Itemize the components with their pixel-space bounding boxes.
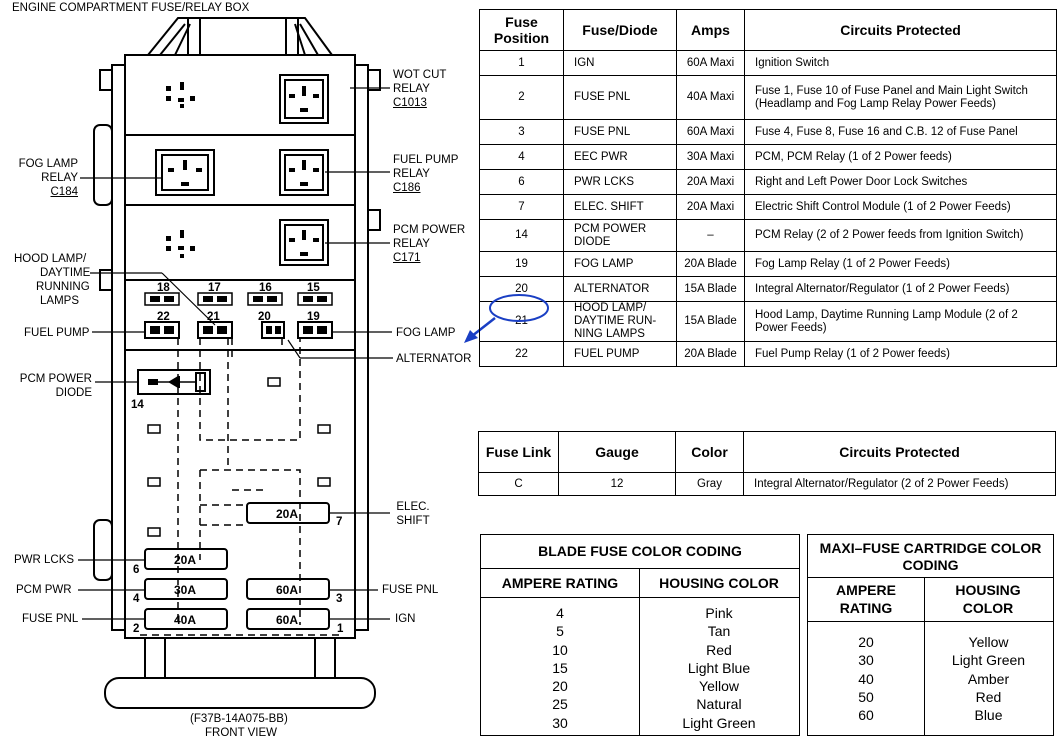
fuse-pnl-left-label: FUSE PNL [22,613,79,625]
fuse-position-cell: 3 [480,120,564,145]
list-item: Yellow [968,634,1009,650]
fuse-position-cell: 21 [480,302,564,342]
circuits-cell: Fuse 1, Fuse 10 of Fuse Panel and Main Light Switch (Headlamp and Fog Lamp Relay Power Feeds) [745,76,1057,120]
blade-title: BLADE FUSE COLOR CODING [538,543,742,559]
pcm-power-relay-label: PCM POWER RELAY C171 [393,224,466,264]
alternator-label: ALTERNATOR [396,353,472,365]
circuits-cell: Fuel Pump Relay (1 of 2 Power feeds) [745,342,1057,367]
wot-cut-relay-label: WOT CUT RELAY C1013 [393,69,447,109]
circuits-cell: Integral Alternator/Regulator (1 of 2 Power Feeds) [745,277,1057,302]
fuel-pump-label: FUEL PUMP [24,327,90,339]
fuse-number-16: 16 [259,282,272,294]
list-item: Red [706,641,732,658]
list-item: 30 [552,714,568,731]
fuse-number-21: 21 [207,311,220,323]
diagram-title: ENGINE COMPARTMENT FUSE/RELAY BOX [12,2,250,14]
fuse-number-18: 18 [157,282,170,294]
table-row [480,120,1057,145]
elec-shift-label: ELEC. SHIFT [396,501,430,527]
fuse-number-7: 7 [336,516,343,528]
fuse-position-cell: 20 [480,277,564,302]
list-item: Light Green [682,714,756,731]
table-row [480,220,1057,252]
amps-cell: 60A Maxi [677,51,745,76]
table-row [480,145,1057,170]
pcm-power-diode-label: PCM POWER DIODE [19,373,92,399]
blade-ratings-list [481,604,639,732]
list-item: 4 [556,605,564,621]
list-item: Pink [705,605,733,621]
maxi-col-ampere: AMPERE RATING [836,582,896,616]
fuse-number-15: 15 [307,282,320,294]
maxi-amp-fuse-pnl-left: 40A [174,613,197,627]
pwr-lcks-label: PWR LCKS [14,554,75,566]
fuse-diode-cell: FUSE PNL [564,120,677,145]
fuse-position-cell: 1 [480,51,564,76]
amps-cell: – [677,220,745,252]
list-item: 60 [858,707,874,724]
amps-cell: 20A Maxi [677,170,745,195]
circuits-cell: Electric Shift Control Module (1 of 2 Power Feeds) [745,195,1057,220]
maxi-amp-ign: 60A [276,613,299,627]
list-item: 20 [858,634,874,650]
footer-code: (F37B-14A075-BB) [190,713,288,725]
list-item: 50 [858,688,874,705]
header-gauge: Gauge [559,432,676,473]
fuse-diode-cell: PCM POWER DIODE [564,220,677,252]
list-item: 40 [858,670,874,687]
fuse-number-14: 14 [131,399,144,411]
fuse-number-6: 6 [133,564,140,576]
table-row [480,252,1057,277]
maxi-col-housing: HOUSING COLOR [955,582,1021,616]
list-item: 20 [552,678,568,695]
fuse-position-cell: 22 [480,342,564,367]
maxi-amp-pwr-lcks: 20A [174,553,197,567]
circuits-cell: PCM Relay (2 of 2 Power feeds from Ignition Switch) [745,220,1057,252]
header-amps: Amps [677,10,745,51]
fuse-position-cell: 14 [480,220,564,252]
maxi-amp-fuse-pnl-right: 60A [276,583,299,597]
circuits-cell: Right and Left Power Door Lock Switches [745,170,1057,195]
hood-lamp-label: HOOD LAMP/ DAYTIME RUNNING LAMPS [14,253,91,307]
list-item: Yellow [699,678,739,695]
fuse-number-20: 20 [258,311,271,323]
header-circuits-protected: Circuits Protected [745,10,1057,51]
list-item: 30 [858,652,874,669]
fuse-diode-cell: HOOD LAMP/ DAYTIME RUN-NING LAMPS [564,302,677,342]
fuse-number-2: 2 [133,623,140,635]
maxi-amp-pcm-pwr: 30A [174,583,197,597]
circuits-cell: Fuse 4, Fuse 8, Fuse 16 and C.B. 12 of Fuse Panel [745,120,1057,145]
header-fuse-position: Fuse Position [480,10,564,51]
fuse-link-cell: C [479,473,559,496]
fuse-diode-cell: FOG LAMP [564,252,677,277]
fuse-number-17: 17 [208,282,221,294]
circuits-cell: Fog Lamp Relay (1 of 2 Power Feeds) [745,252,1057,277]
footer-view: FRONT VIEW [205,727,277,739]
table-row [479,473,1056,496]
color-cell: Gray [676,473,744,496]
maxi-title: MAXI–FUSE CARTRIDGE COLOR CODING [819,540,1042,573]
maxi-fuse-color-coding [807,534,1054,736]
blade-col-ampere: AMPERE RATING [501,575,619,591]
header-link-circuits: Circuits Protected [744,432,1056,473]
fuse-diode-cell: FUEL PUMP [564,342,677,367]
table-row [480,302,1057,342]
amps-cell: 30A Maxi [677,145,745,170]
header-color: Color [676,432,744,473]
header-fuse-diode: Fuse/Diode [564,10,677,51]
amps-cell: 15A Blade [677,302,745,342]
fuse-diode-cell: ALTERNATOR [564,277,677,302]
fuse-diode-cell: PWR LCKS [564,170,677,195]
fuse-number-3: 3 [336,593,343,605]
fuse-position-cell: 7 [480,195,564,220]
fuse-number-19: 19 [307,311,320,323]
fuse-position-cell: 6 [480,170,564,195]
list-item: Light Green [951,652,1026,669]
gauge-cell: 12 [559,473,676,496]
circuits-cell: Ignition Switch [745,51,1057,76]
fuse-diode-cell: EEC PWR [564,145,677,170]
list-item: 5 [556,623,564,640]
fuse-diode-cell: FUSE PNL [564,76,677,120]
list-item: 15 [552,659,568,676]
pcm-pwr-label: PCM PWR [16,584,72,596]
fuse-position-cell: 4 [480,145,564,170]
maxi-ratings-list [808,633,924,724]
blade-colors-list [639,604,799,732]
fog-lamp-relay-label: FOG LAMP RELAY C184 [18,158,78,198]
circuits-cell: Hood Lamp, Daytime Running Lamp Module (2 of 2 Power Feeds) [745,302,1057,342]
fuse-link-table [478,431,1056,496]
fuse-diode-cell: ELEC. SHIFT [564,195,677,220]
fuse-pnl-right-label: FUSE PNL [382,584,439,596]
table-row [480,170,1057,195]
table-row [480,277,1057,302]
list-item: Blue [974,707,1003,724]
list-item: Red [975,688,1002,705]
list-item: Tan [707,623,731,640]
list-item: 25 [552,696,568,713]
fuse-number-4: 4 [133,593,140,605]
table-row [480,342,1057,367]
fuse-position-cell: 19 [480,252,564,277]
table-row [480,195,1057,220]
table-row [480,51,1057,76]
blade-fuse-color-coding [480,534,800,736]
amps-cell: 20A Blade [677,342,745,367]
fuel-pump-relay-label: FUEL PUMP RELAY C186 [393,154,459,194]
fuse-number-22: 22 [157,311,170,323]
amps-cell: 20A Maxi [677,195,745,220]
list-item: Light Blue [687,659,751,676]
ign-label: IGN [395,613,416,625]
circuits-cell: PCM, PCM Relay (1 of 2 Power feeds) [745,145,1057,170]
circuits-cell: Integral Alternator/Regulator (2 of 2 Power Feeds) [744,473,1056,496]
amps-cell: 40A Maxi [677,76,745,120]
amps-cell: 60A Maxi [677,120,745,145]
fog-lamp-label: FOG LAMP [396,327,456,339]
maxi-amp-elec-shift: 20A [276,507,299,521]
maxi-colors-list [924,633,1053,724]
list-item: Natural [696,696,742,713]
blade-col-housing: HOUSING COLOR [659,575,779,591]
fuse-position-table [479,9,1057,367]
fuse-position-cell: 2 [480,76,564,120]
amps-cell: 15A Blade [677,277,745,302]
fuse-diode-cell: IGN [564,51,677,76]
fuse-number-1: 1 [337,623,344,635]
fuse-box-drawing [0,0,480,741]
highlight-circle [486,291,556,325]
list-item: Amber [967,670,1010,687]
table-row [480,76,1057,120]
header-fuse-link: Fuse Link [479,432,559,473]
amps-cell: 20A Blade [677,252,745,277]
list-item: 10 [552,641,568,658]
